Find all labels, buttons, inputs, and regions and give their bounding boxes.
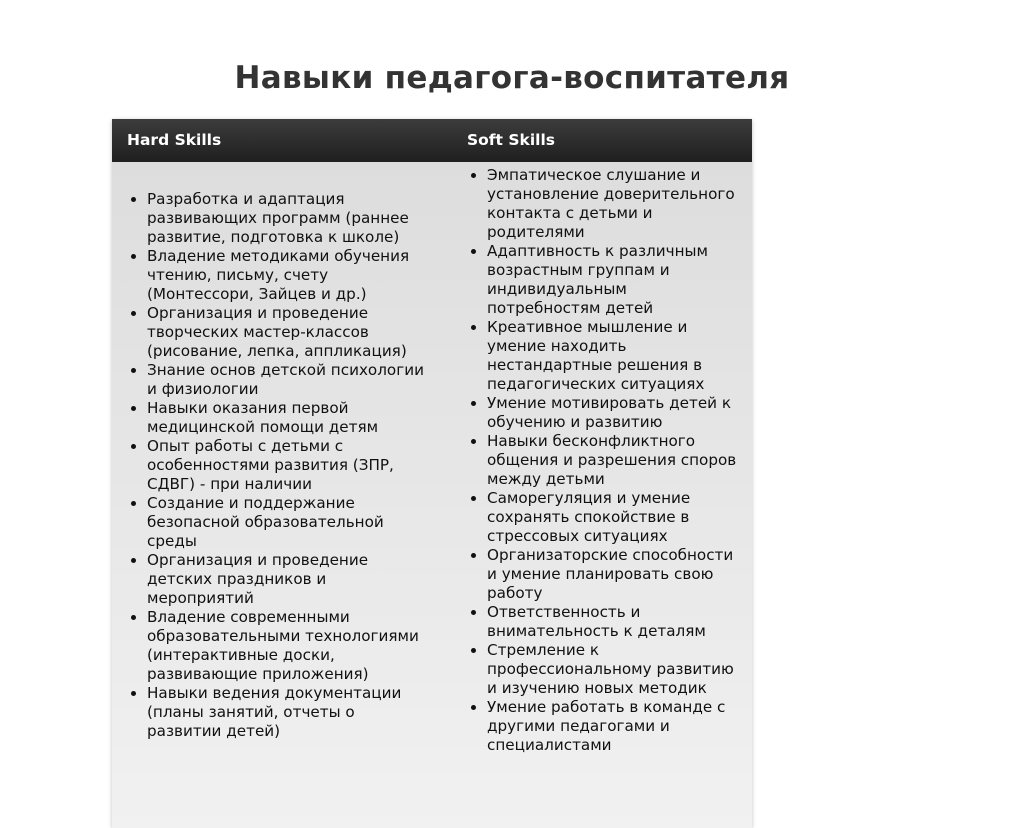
list-item: • Саморегуляция и умение сохранять спокойствие в стрессовых ситуациях <box>487 489 740 546</box>
header-hard-skills: Hard Skills <box>127 131 222 149</box>
list-item: • Навыки оказания первой медицинской помощи детям <box>147 399 424 437</box>
list-item: • Организаторские способности и умение планировать свою работу <box>487 546 740 603</box>
list-item: • Организация и проведение детских праздников и мероприятий <box>147 551 424 608</box>
list-item: • Эмпатическое слушание и установление доверительного контакта с детьми и родителями <box>487 166 740 242</box>
list-item: • Стремление к профессиональному развитию и изучению новых методик <box>487 641 740 698</box>
list-item: • Навыки ведения документации (планы занятий, отчеты о развитии детей) <box>147 684 424 741</box>
soft-skills-cell <box>432 162 752 828</box>
list-item: • Умение работать в команде с другими педагогами и специалистами <box>487 698 740 755</box>
list-item: • Разработка и адаптация развивающих программ (раннее развитие, подготовка к школе) <box>147 190 424 247</box>
hard-skills-cell <box>112 162 432 828</box>
list-item: • Адаптивность к различным возрастным группам и индивидуальным потребностям детей <box>487 242 740 318</box>
list-item: • Владение современными образовательными технологиями (интерактивные доски, развивающие приложения) <box>147 608 424 684</box>
list-item: • Организация и проведение творческих мастер-классов (рисование, лепка, аппликация) <box>147 304 424 361</box>
list-item: • Владение методиками обучения чтению, письму, счету (Монтессори, Зайцев и др.) <box>147 247 424 304</box>
list-item: • Навыки бесконфликтного общения и разрешения споров между детьми <box>487 432 740 489</box>
list-item: • Знание основ детской психологии и физиологии <box>147 361 424 399</box>
soft-skills-list <box>432 166 752 755</box>
list-item: • Опыт работы с детьми с особенностями развития (ЗПР, СДВГ) - при наличии <box>147 437 424 494</box>
list-item: • Ответственность и внимательность к деталям <box>487 603 740 641</box>
list-item: • Создание и поддержание безопасной образовательной среды <box>147 494 424 551</box>
list-item: • Креативное мышление и умение находить нестандартные решения в педагогических ситуациях <box>487 318 740 394</box>
table-body <box>112 162 752 828</box>
table-header <box>112 119 752 162</box>
hard-skills-list <box>112 190 432 741</box>
list-item: • Умение мотивировать детей к обучению и развитию <box>487 394 740 432</box>
page-title: Навыки педагога-воспитателя <box>234 60 790 96</box>
header-soft-skills: Soft Skills <box>467 131 555 149</box>
skills-table <box>112 119 752 828</box>
